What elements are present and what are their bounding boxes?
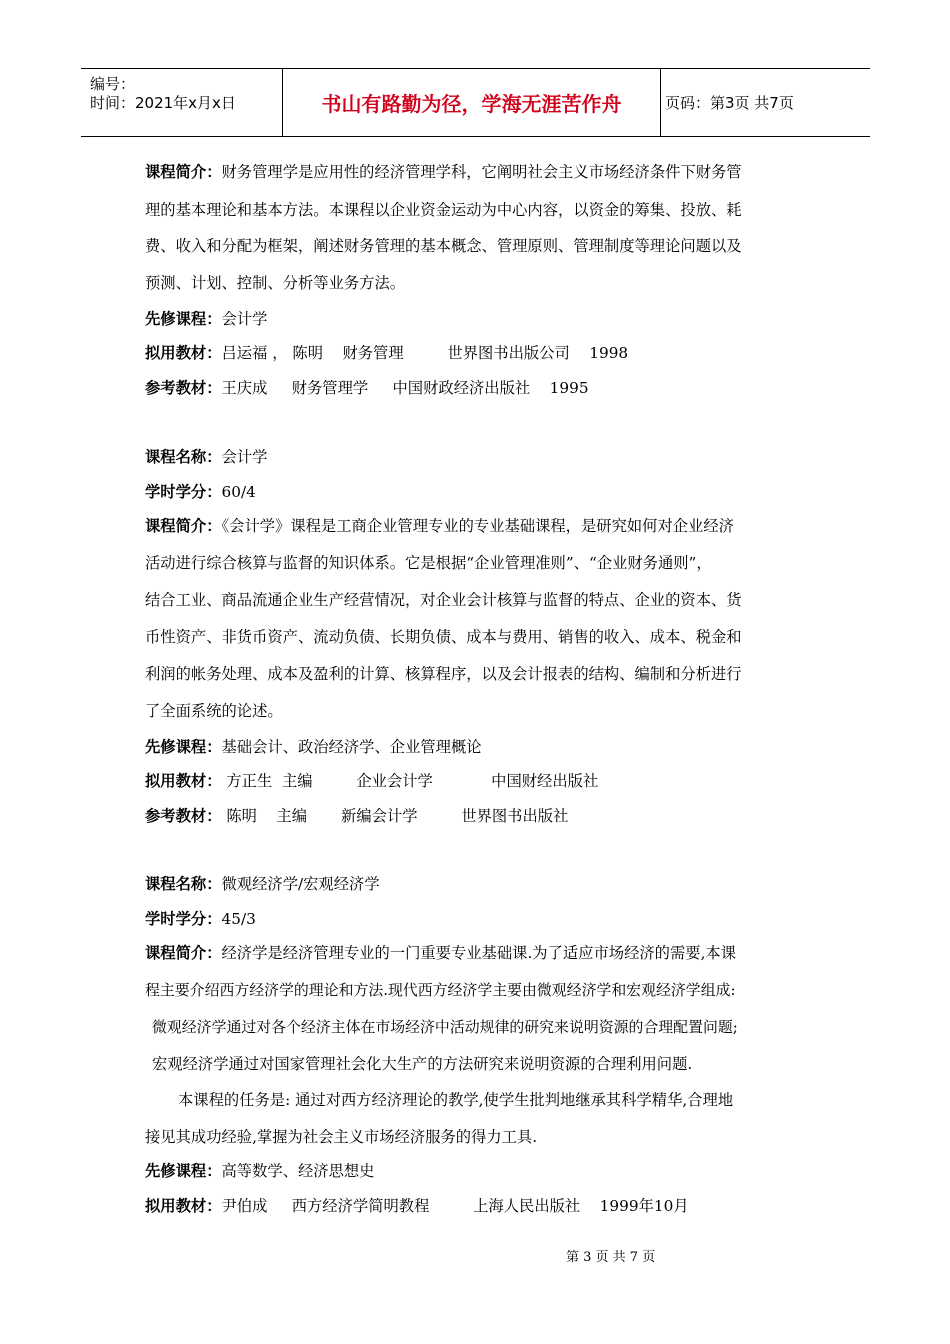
accounting-intro-line: 币性资产、非货币资产、流动负债、长期负债、成本与费用、销售的收入、成本、税金和 (145, 628, 742, 646)
accounting-textbook: 拟用教材： 方正生 主编 企业会计学 中国财经出版社 (145, 772, 599, 790)
economics-intro-line: 微观经济学通过对各个经济主体在市场经济中活动规律的研究来说明资源的合理配置问题; (152, 1018, 738, 1036)
page-label: 页码：第3页 共7页 (665, 94, 794, 112)
finance-intro-line: 预测、计划、控制、分析等业务方法。 (145, 274, 406, 292)
finance-prereq: 先修课程：会计学 (145, 310, 268, 328)
motto: 书山有路勤为径，学海无涯苦作舟 (283, 69, 661, 136)
economics-name: 课程名称：微观经济学/宏观经济学 (145, 875, 380, 893)
accounting-hours: 学时学分：60/4 (145, 483, 256, 501)
economics-textbook: 拟用教材：尹伯成 西方经济学简明教程 上海人民出版社 1999年10月 (145, 1197, 689, 1215)
economics-task-line: 接见其成功经验,掌握为社会主义市场经济服务的得力工具. (145, 1128, 538, 1146)
economics-intro-line: 课程简介：经济学是经济管理专业的一门重要专业基础课.为了适应市场经济的需要,本课 (145, 944, 737, 962)
finance-textbook: 拟用教材：吕运福 ， 陈明 财务管理 世界图书出版公司 1998 (145, 344, 629, 362)
economics-intro-line: 宏观经济学通过对国家管理社会化大生产的方法研究来说明资源的合理利用问题. (152, 1055, 693, 1073)
accounting-prereq: 先修课程：基础会计、政治经济学、企业管理概论 (145, 738, 482, 756)
accounting-reference: 参考教材： 陈明 主编 新编会计学 世界图书出版社 (145, 807, 569, 825)
finance-intro-line: 费、收入和分配为框架，阐述财务管理的基本概念、管理原则、管理制度等理论问题以及 (145, 237, 742, 255)
economics-task-line: 本课程的任务是: 通过对西方经济理论的教学,使学生批判地继承其科学精华,合理地 (178, 1091, 734, 1109)
finance-intro-line: 理的基本理论和基本方法。本课程以企业资金运动为中心内容，以资金的筹集、投放、耗 (145, 201, 742, 219)
footer-page-number: 第 3 页 共 7 页 (566, 1250, 656, 1265)
accounting-intro-line: 课程简介：《会计学》课程是工商企业管理专业的专业基础课程，是研究如何对企业经济 (145, 517, 734, 535)
number-label: 编号： (90, 75, 136, 93)
accounting-intro-line: 活动进行综合核算与监督的知识体系。它是根据“企业管理准则”、“企业财务通则”， (145, 554, 712, 572)
header-info-cell (81, 69, 283, 136)
accounting-name: 课程名称：会计学 (145, 448, 268, 466)
finance-intro-line: 课程简介：财务管理学是应用性的经济管理学科，它阐明社会主义市场经济条件下财务管 (145, 163, 742, 181)
time-label: 时间：2021年x月x日 (90, 94, 236, 112)
intro-label: 课程简介： (145, 163, 222, 181)
accounting-intro-line: 结合工业、商品流通企业生产经营情况，对企业会计核算与监督的特点、企业的资本、货 (145, 591, 742, 609)
economics-prereq: 先修课程：高等数学、经济思想史 (145, 1162, 375, 1180)
accounting-intro-line: 利润的帐务处理、成本及盈利的计算、核算程序，以及会计报表的结构、编制和分析进行 (145, 665, 742, 683)
finance-reference: 参考教材：王庆成 财务管理学 中国财政经济出版社 1995 (145, 379, 589, 397)
accounting-intro-line: 了全面系统的论述。 (145, 702, 283, 720)
economics-hours: 学时学分：45/3 (145, 910, 256, 928)
economics-intro-line: 程主要介绍西方经济学的理论和方法.现代西方经济学主要由微观经济学和宏观经济学组成: (145, 981, 736, 999)
page-header (81, 68, 870, 137)
